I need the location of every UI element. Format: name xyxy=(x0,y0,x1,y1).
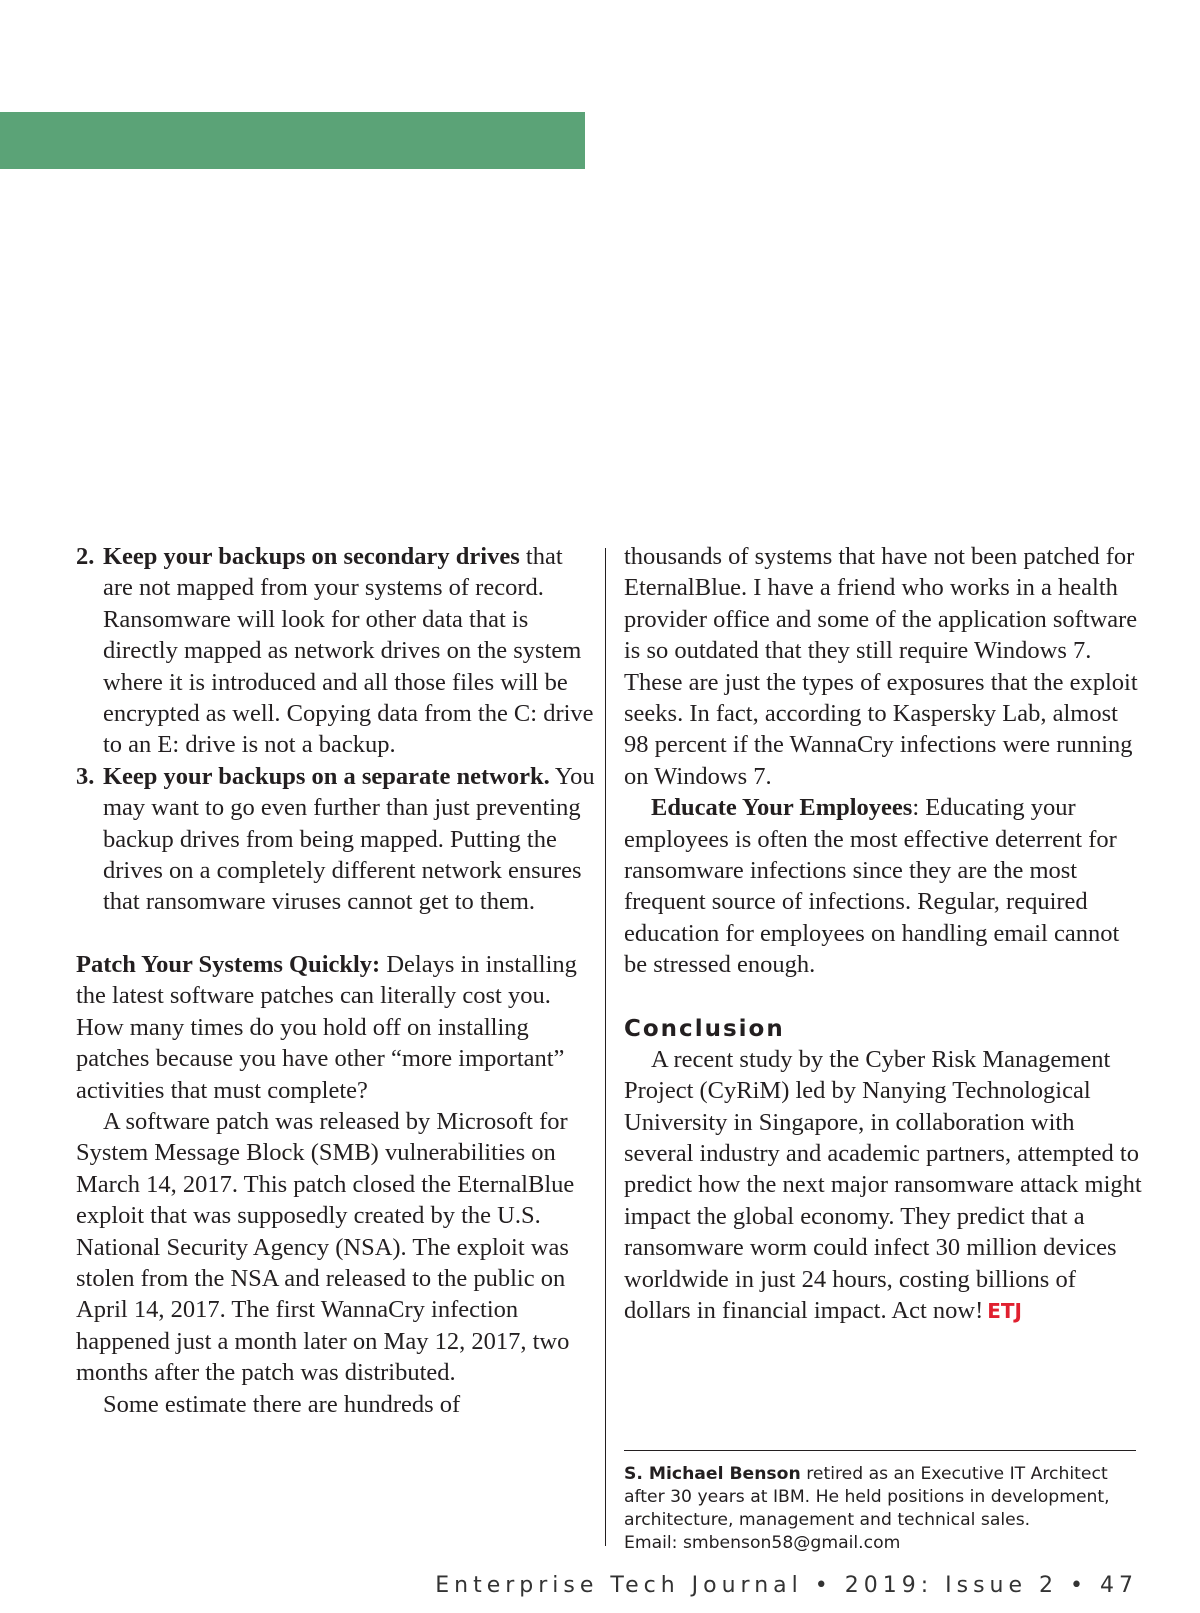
author-name: S. Michael Benson xyxy=(624,1464,801,1484)
paragraph-software-patch: A software patch was released by Microsoft for System Message Block (SMB) vulnerabilities on March 14, 2017. This patch closed the EternalBlue exploit that was supposedly created by the U.S. National Security Agency (NSA). The exploit was stolen from the NSA and released to the public on April 14, 2017. The first WannaCry infection happened just a month later on May 12, 2017, two months after the patch was distributed. xyxy=(76,1107,575,1387)
right-column xyxy=(624,541,1144,1327)
list-number: 2. xyxy=(76,543,95,570)
list-item-bold: Keep your backups on a separate network. xyxy=(103,762,550,790)
run-in-heading: Patch Your Systems Quickly: xyxy=(76,950,381,978)
run-in-heading: Educate Your Employees xyxy=(651,794,913,822)
list-item-text: that are not mapped from your systems of record. Ransomware will look for other data that is directly mapped as network drives on the system where it is introduced and all those files will be encrypted as well. Copying data from the C: drive to an E: drive is not a backup. xyxy=(103,543,594,759)
list-item-2 xyxy=(76,541,596,761)
author-email: Email: smbenson58@gmail.com xyxy=(624,1533,901,1553)
list-number: 3. xyxy=(76,762,95,790)
footer-journal: Enterprise Tech Journal xyxy=(435,1573,803,1598)
footer-separator: • xyxy=(814,1573,833,1598)
paragraph-conclusion xyxy=(624,1044,1144,1328)
list-item-text: You may want to go even further than just preventing backup drives from being mapped. Putting the drives on a completely different network ensures that ransomware viruses cannot get to them. xyxy=(103,762,595,916)
footer-issue: 2019: Issue 2 xyxy=(844,1573,1059,1598)
paragraph-text: : Educating your employees is often the most effective deterrent for ransomware infections since they are the most frequent source of infections. Regular, required education for employees on handling email cannot be stressed enough. xyxy=(624,794,1120,979)
author-bio xyxy=(624,1450,1136,1555)
page-footer xyxy=(435,1573,1138,1598)
paragraph-educate xyxy=(624,792,1144,980)
paragraph-estimate-start: Some estimate there are hundreds of xyxy=(103,1390,461,1418)
left-column xyxy=(76,541,596,1420)
header-accent-bar xyxy=(0,112,585,169)
footer-separator: • xyxy=(1070,1573,1088,1598)
author-bio-text: retired as an Executive IT Architect after 30 years at IBM. He held positions in development, architecture, management and technical sales. xyxy=(624,1464,1110,1530)
column-divider xyxy=(605,548,606,1546)
paragraph-continued: thousands of systems that have not been patched for EternalBlue. I have a friend who works in a health provider office and some of the application software is so outdated that they still require Windows 7. These are just the types of exposures that the exploit seeks. In fact, according to Kaspersky Lab, almost 98 percent if the WannaCry infections were running on Windows 7. xyxy=(624,543,1138,790)
paragraph-text: Delays in installing the latest software patches can literally cost you. How many times do you hold off on installing patches because you have other “more important” activities that must complete? xyxy=(76,950,577,1104)
etj-end-mark: ETJ xyxy=(987,1298,1022,1323)
list-item-3 xyxy=(76,761,596,918)
list-item-bold: Keep your backups on secondary drives xyxy=(103,543,520,570)
page-number: 47 xyxy=(1100,1573,1138,1598)
paragraph-patch xyxy=(76,949,596,1106)
paragraph-text: A recent study by the Cyber Risk Management Project (CyRiM) led by Nanying Technological University in Singapore, in collaboration with several industry and academic partners, attempted to predict how the next major ransomware attack might impact the global economy. They predict that a ransomware worm could infect 30 million devices worldwide in just 24 hours, costing billions of dollars in financial impact. Act now! xyxy=(624,1045,1142,1324)
conclusion-heading: Conclusion xyxy=(624,1015,785,1042)
